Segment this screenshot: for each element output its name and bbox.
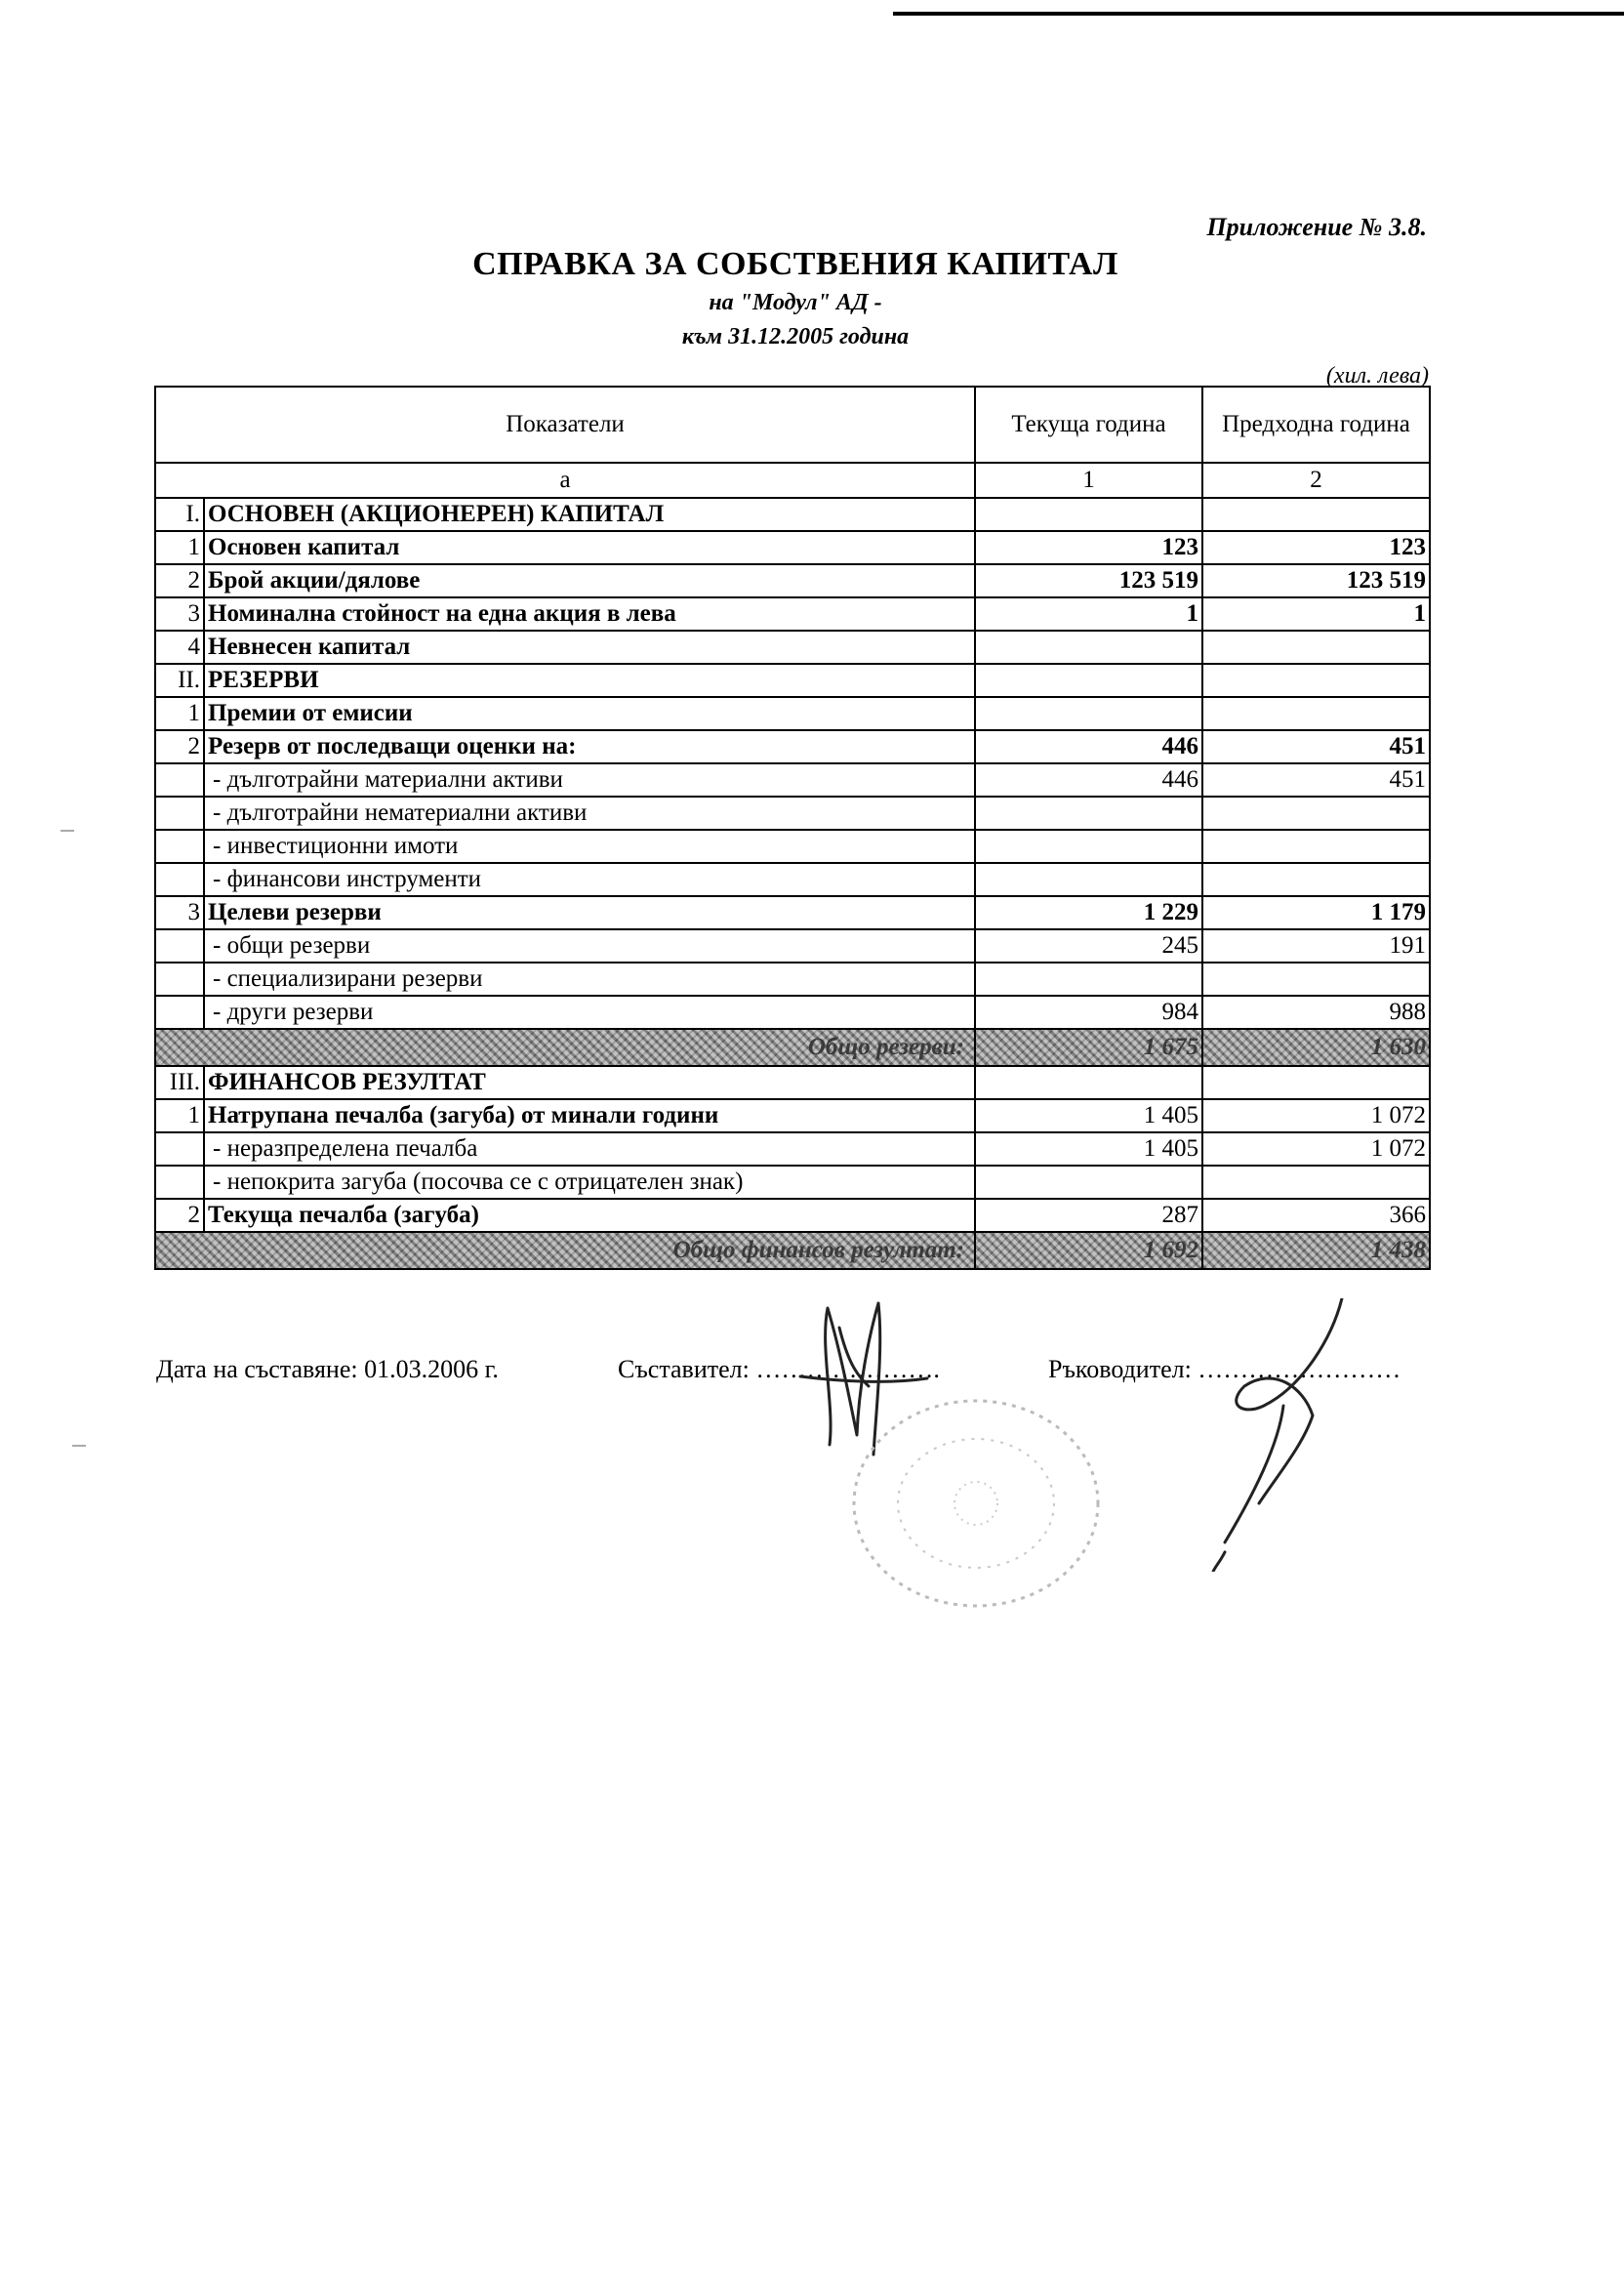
- row-previous: [1202, 631, 1430, 664]
- row-current: [975, 1166, 1202, 1199]
- row-previous: 451: [1202, 730, 1430, 763]
- row-label: - общи резерви: [204, 929, 975, 963]
- row-current: [975, 963, 1202, 996]
- row-current: 446: [975, 730, 1202, 763]
- total-reserves-row: [155, 1029, 1430, 1066]
- total-financial-result-current: 1 692: [975, 1232, 1202, 1269]
- row-previous: [1202, 797, 1430, 830]
- row-previous: [1202, 963, 1430, 996]
- row-label: - дълготрайни материални активи: [204, 763, 975, 797]
- total-financial-result-label: Общо финансов резултат:: [155, 1232, 975, 1269]
- row-current: 984: [975, 996, 1202, 1029]
- col-index-2: 2: [1202, 463, 1430, 498]
- row-current: [975, 498, 1202, 531]
- row-label: - специализирани резерви: [204, 963, 975, 996]
- col-header-previous: Предходна година: [1202, 387, 1430, 463]
- row-previous: [1202, 863, 1430, 896]
- row-label: - други резерви: [204, 996, 975, 1029]
- row-label: Основен капитал: [204, 531, 975, 564]
- scan-speck: [61, 830, 74, 832]
- row-label: Номинална стойност на една акция в лева: [204, 597, 975, 631]
- row-number: [155, 1132, 204, 1166]
- row-previous: 191: [1202, 929, 1430, 963]
- row-current: 123: [975, 531, 1202, 564]
- row-current: 1 405: [975, 1132, 1202, 1166]
- table-row: [155, 664, 1430, 697]
- table-row: [155, 929, 1430, 963]
- row-label: ФИНАНСОВ РЕЗУЛТАТ: [204, 1066, 975, 1099]
- row-previous: 1: [1202, 597, 1430, 631]
- row-number: II.: [155, 664, 204, 697]
- table-row: [155, 631, 1430, 664]
- row-label: Резерв от последващи оценки на:: [204, 730, 975, 763]
- row-previous: [1202, 830, 1430, 863]
- table-row: [155, 1132, 1430, 1166]
- row-number: I.: [155, 498, 204, 531]
- company-seal-icon: [839, 1386, 1113, 1620]
- table-row: [155, 797, 1430, 830]
- total-reserves-previous: 1 630: [1202, 1029, 1430, 1066]
- row-previous: [1202, 664, 1430, 697]
- table-row: [155, 896, 1430, 929]
- row-previous: [1202, 697, 1430, 730]
- row-previous: [1202, 1166, 1430, 1199]
- total-reserves-current: 1 675: [975, 1029, 1202, 1066]
- row-number: 2: [155, 730, 204, 763]
- equity-table: [154, 386, 1431, 1270]
- row-number: 2: [155, 1199, 204, 1232]
- row-label: Целеви резерви: [204, 896, 975, 929]
- row-current: [975, 1066, 1202, 1099]
- report-date-line: към 31.12.2005 година: [681, 324, 910, 349]
- row-current: [975, 863, 1202, 896]
- table-row: [155, 697, 1430, 730]
- row-current: [975, 631, 1202, 664]
- row-current: [975, 830, 1202, 863]
- col-header-current: Текуща година: [975, 387, 1202, 463]
- row-label: Премии от емисии: [204, 697, 975, 730]
- table-row: [155, 1199, 1430, 1232]
- scan-speck: [72, 1445, 86, 1447]
- manager-signature-line: Ръководител: ……………………: [1048, 1355, 1401, 1383]
- column-index-row: [155, 463, 1430, 498]
- manager-signature-icon: [1186, 1298, 1361, 1572]
- row-previous: 1 179: [1202, 896, 1430, 929]
- row-previous: 123 519: [1202, 564, 1430, 597]
- row-label: - инвестиционни имоти: [204, 830, 975, 863]
- row-current: [975, 797, 1202, 830]
- row-current: 245: [975, 929, 1202, 963]
- row-current: 1: [975, 597, 1202, 631]
- row-current: [975, 664, 1202, 697]
- document-title: СПРАВКА ЗА СОБСТВЕНИЯ КАПИТАЛ: [472, 246, 1118, 282]
- row-previous: [1202, 498, 1430, 531]
- row-number: 1: [155, 697, 204, 730]
- table-row: [155, 863, 1430, 896]
- row-label: - дълготрайни нематериални активи: [204, 797, 975, 830]
- scan-edge-line: [893, 0, 1624, 16]
- company-line: на "Модул" АД -: [709, 290, 882, 315]
- unit-label: (хил. лева): [1325, 363, 1429, 389]
- row-previous: 451: [1202, 763, 1430, 797]
- row-number: [155, 763, 204, 797]
- table-header-row: [155, 387, 1430, 463]
- row-previous: 123: [1202, 531, 1430, 564]
- total-reserves-label: Общо резерви:: [155, 1029, 975, 1066]
- appendix-label: Приложение № 3.8.: [1206, 213, 1427, 241]
- row-previous: 366: [1202, 1199, 1430, 1232]
- row-current: 446: [975, 763, 1202, 797]
- row-number: 3: [155, 597, 204, 631]
- row-number: 4: [155, 631, 204, 664]
- table-row: [155, 531, 1430, 564]
- row-number: 1: [155, 531, 204, 564]
- row-current: [975, 697, 1202, 730]
- row-previous: 1 072: [1202, 1099, 1430, 1132]
- table-row: [155, 597, 1430, 631]
- row-number: [155, 963, 204, 996]
- row-label: Натрупана печалба (загуба) от минали години: [204, 1099, 975, 1132]
- row-label: - финансови инструменти: [204, 863, 975, 896]
- row-number: [155, 929, 204, 963]
- row-current: 287: [975, 1199, 1202, 1232]
- row-number: III.: [155, 1066, 204, 1099]
- table-row: [155, 498, 1430, 531]
- col-index-a: а: [155, 463, 975, 498]
- table-row: [155, 1166, 1430, 1199]
- row-label: Брой акции/дялове: [204, 564, 975, 597]
- row-number: [155, 863, 204, 896]
- table-row: [155, 996, 1430, 1029]
- table-row: [155, 763, 1430, 797]
- row-label: ОСНОВЕН (АКЦИОНЕРЕН) КАПИТАЛ: [204, 498, 975, 531]
- row-number: [155, 830, 204, 863]
- row-number: 3: [155, 896, 204, 929]
- table-row: [155, 730, 1430, 763]
- compilation-date: Дата на съставяне: 01.03.2006 г.: [156, 1355, 499, 1383]
- compiler-signature-line: Съставител: ………………….: [618, 1355, 940, 1383]
- row-previous: [1202, 1066, 1430, 1099]
- total-financial-result-row: [155, 1232, 1430, 1269]
- row-label: Невнесен капитал: [204, 631, 975, 664]
- row-current: 123 519: [975, 564, 1202, 597]
- row-previous: 1 072: [1202, 1132, 1430, 1166]
- table-row: [155, 1099, 1430, 1132]
- table-row: [155, 1066, 1430, 1099]
- table-row: [155, 963, 1430, 996]
- row-number: [155, 797, 204, 830]
- row-label: - непокрита загуба (посочва се с отрицателен знак): [204, 1166, 975, 1199]
- table-row: [155, 564, 1430, 597]
- row-label: - неразпределена печалба: [204, 1132, 975, 1166]
- table-row: [155, 830, 1430, 863]
- row-current: 1 405: [975, 1099, 1202, 1132]
- row-current: 1 229: [975, 896, 1202, 929]
- row-number: [155, 1166, 204, 1199]
- col-index-1: 1: [975, 463, 1202, 498]
- col-header-indicators: Показатели: [155, 387, 975, 463]
- row-previous: 988: [1202, 996, 1430, 1029]
- row-label: РЕЗЕРВИ: [204, 664, 975, 697]
- row-number: 1: [155, 1099, 204, 1132]
- total-financial-result-previous: 1 438: [1202, 1232, 1430, 1269]
- row-number: [155, 996, 204, 1029]
- row-label: Текуща печалба (загуба): [204, 1199, 975, 1232]
- row-number: 2: [155, 564, 204, 597]
